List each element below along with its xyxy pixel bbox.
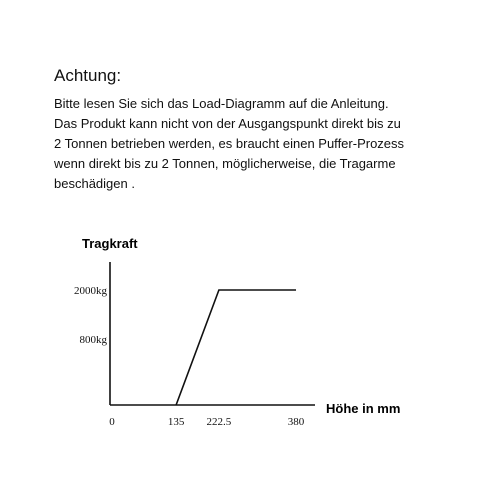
load-curve-line	[176, 290, 296, 405]
y-tick-label: 800kg	[79, 334, 107, 346]
x-axis-title: Höhe in mm	[326, 401, 401, 416]
x-tick-label: 380	[287, 416, 305, 428]
x-tick-label: 222.5	[206, 416, 232, 428]
y-axis-title: Tragkraft	[82, 236, 138, 251]
paragraph-line: Das Produkt kann nicht von der Ausgangspunkt direkt bis zu	[54, 116, 401, 131]
paragraph-line: wenn direkt bis zu 2 Tonnen, möglicherweise, die Tragarme	[54, 156, 396, 171]
paragraph-line: 2 Tonnen betrieben werden, es braucht einen Puffer-Prozess	[54, 136, 405, 151]
x-tick-label: 0	[109, 416, 115, 428]
paragraph-line: Bitte lesen Sie sich das Load-Diagramm auf die Anleitung.	[54, 96, 389, 111]
x-tick-label: 135	[167, 416, 185, 428]
y-tick-label: 2000kg	[74, 285, 107, 297]
warning-heading: Achtung:	[54, 66, 122, 85]
paragraph-line: beschädigen .	[54, 176, 135, 191]
